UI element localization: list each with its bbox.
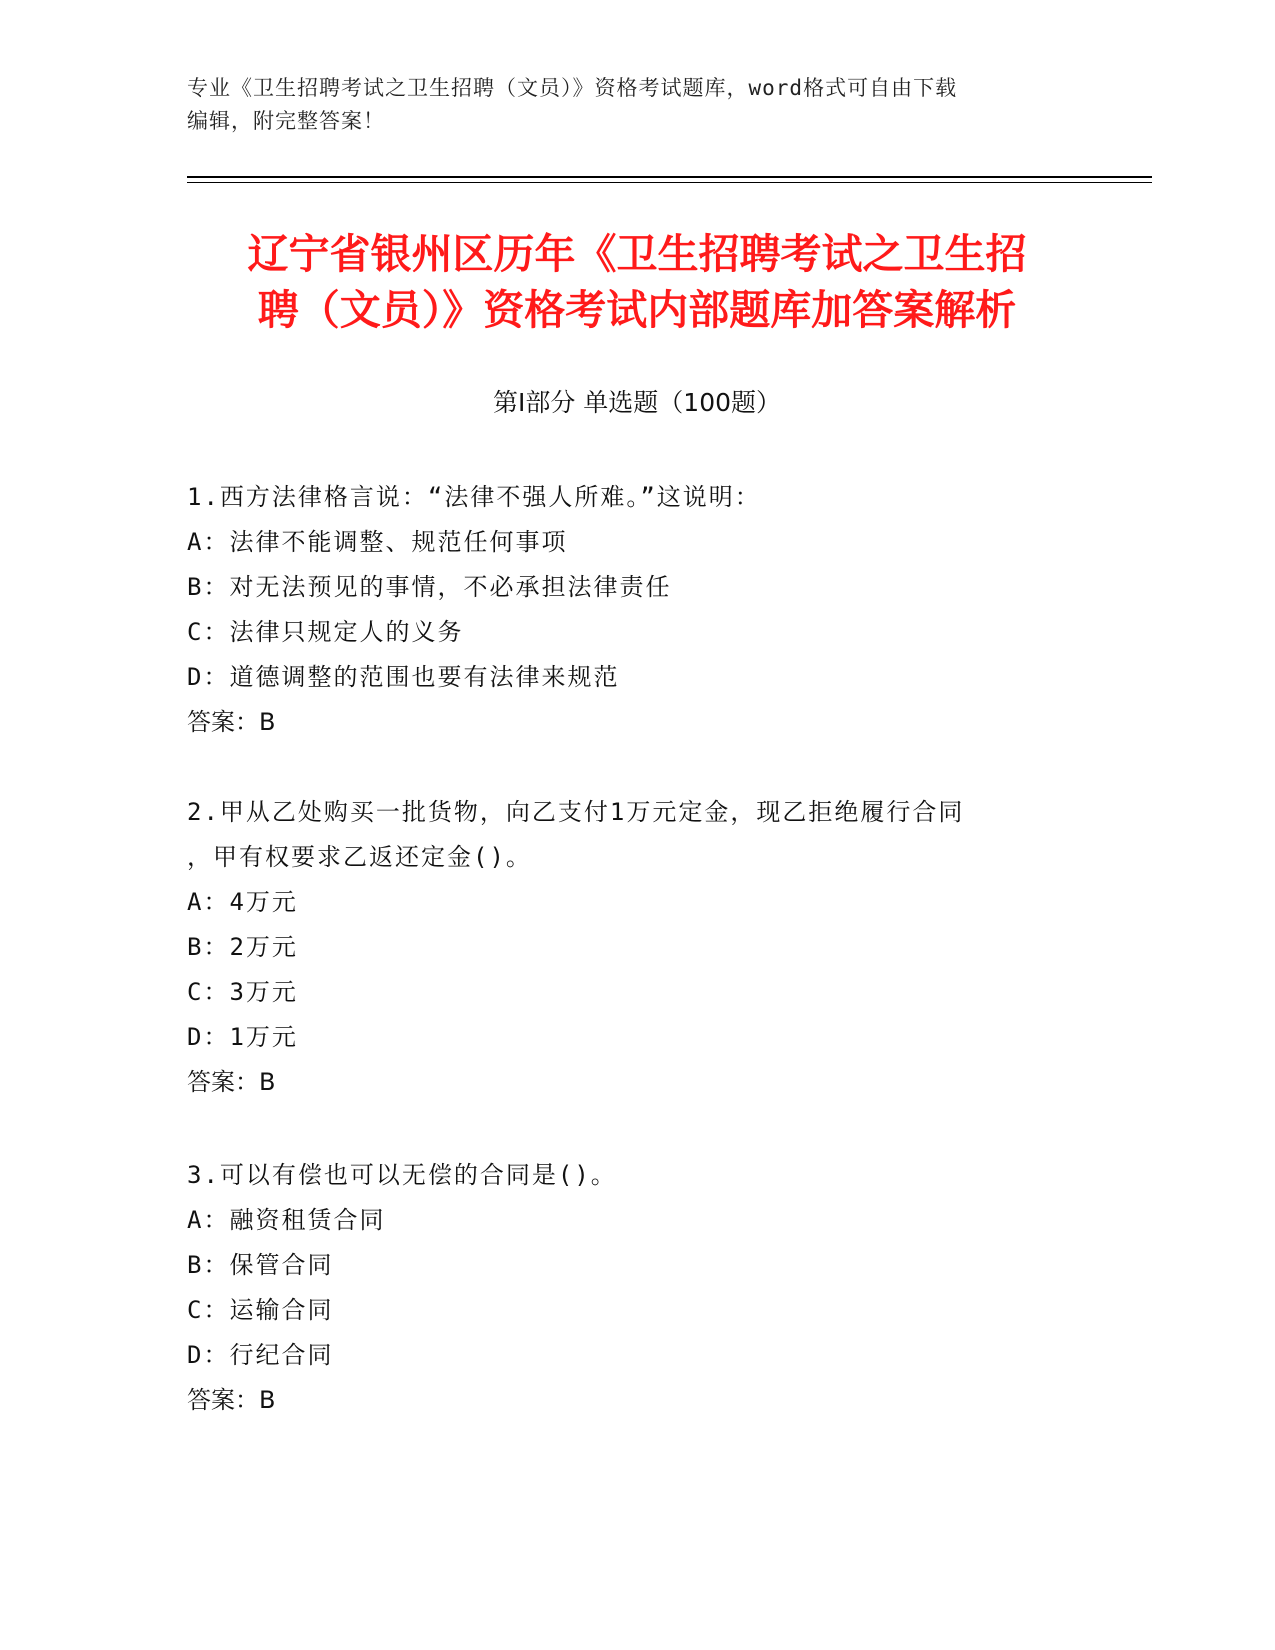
header-note <box>187 72 1067 138</box>
header-divider-thick <box>187 176 1152 178</box>
question-stem-continued: ，甲有权要求乙返还定金()。 <box>187 843 532 871</box>
question-stem: 2.甲从乙处购买一批货物，向乙支付1万元定金，现乙拒绝履行合同 <box>187 798 965 826</box>
question-stem: 1.西方法律格言说：“法律不强人所难。”这说明： <box>187 483 761 511</box>
header-note-line-1: 专业《卫生招聘考试之卫生招聘（文员）》资格考试题库，word格式可自由下载 <box>187 76 958 100</box>
header-divider-thin <box>187 182 1152 183</box>
option-a: A：法律不能调整、规范任何事项 <box>187 528 568 556</box>
question-3 <box>187 1153 1087 1423</box>
option-d: D：1万元 <box>187 1023 298 1051</box>
answer: 答案：B <box>187 1068 276 1096</box>
option-a: A：融资租赁合同 <box>187 1206 386 1234</box>
option-b: B：保管合同 <box>187 1251 334 1279</box>
section-heading: 第Ⅰ部分 单选题（100题） <box>492 388 782 417</box>
question-2 <box>187 790 1087 1105</box>
question-stem: 3.可以有偿也可以无偿的合同是()。 <box>187 1161 617 1189</box>
header-note-line-2: 编辑，附完整答案！ <box>187 109 385 133</box>
option-d: D：行纪合同 <box>187 1341 334 1369</box>
answer: 答案：B <box>187 708 276 736</box>
question-1 <box>187 475 1087 745</box>
option-b: B：2万元 <box>187 933 298 961</box>
document-title-line-1: 辽宁省银州区历年《卫生招聘考试之卫生招 <box>247 230 1027 278</box>
option-c: C：法律只规定人的义务 <box>187 618 464 646</box>
option-d: D：道德调整的范围也要有法律来规范 <box>187 663 620 691</box>
option-b: B：对无法预见的事情，不必承担法律责任 <box>187 573 672 601</box>
option-c: C：3万元 <box>187 978 298 1006</box>
answer: 答案：B <box>187 1386 276 1414</box>
option-a: A：4万元 <box>187 888 298 916</box>
option-c: C：运输合同 <box>187 1296 334 1324</box>
document-title <box>187 226 1087 338</box>
document-title-line-2: 聘（文员）》资格考试内部题库加答案解析 <box>257 286 1017 334</box>
